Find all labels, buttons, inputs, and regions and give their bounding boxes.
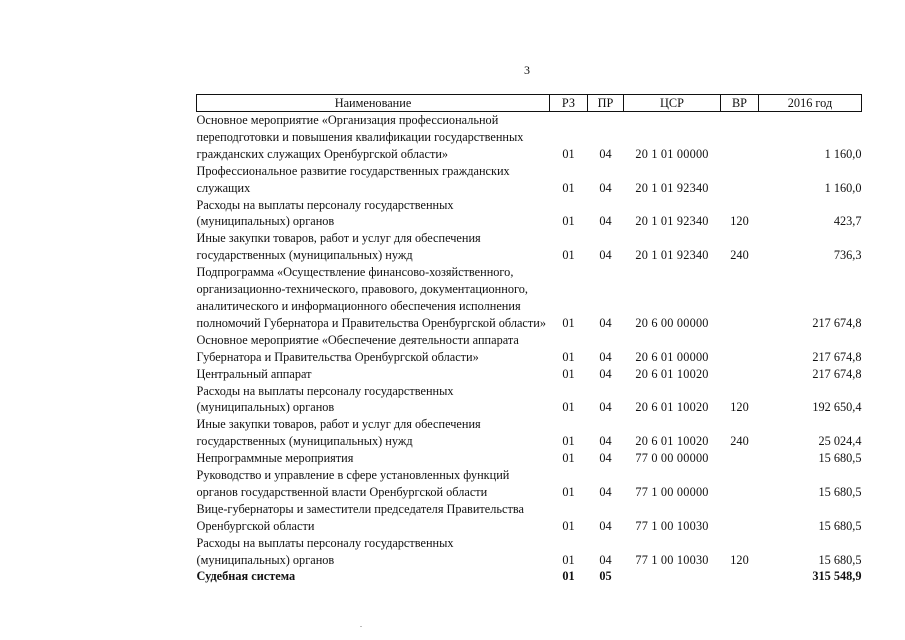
cell-csr: 77 1 00 00000 xyxy=(635,484,709,499)
cell-pr: 04 xyxy=(599,484,612,499)
table-row xyxy=(197,230,862,264)
cell-csr: 77 0 00 00000 xyxy=(635,451,709,466)
cell-pr: 04 xyxy=(599,180,612,195)
cell-sum: 1 160,0 xyxy=(824,180,862,195)
cell-pr: 04 xyxy=(599,400,612,415)
header-pr: ПР xyxy=(588,95,624,112)
cell-pr: 04 xyxy=(599,349,612,364)
cell-sum: 15 680,5 xyxy=(818,484,862,499)
cell-rz: 01 xyxy=(562,569,575,584)
table-header xyxy=(197,95,862,112)
table-row xyxy=(197,450,862,467)
cell-vr: 120 xyxy=(730,400,749,415)
table-row xyxy=(197,535,862,569)
cell-name: Центральный аппарат xyxy=(196,366,312,381)
table-row xyxy=(197,568,862,585)
cell-pr: 04 xyxy=(599,214,612,229)
cell-csr: 20 1 01 92340 xyxy=(635,248,709,263)
table-row xyxy=(197,383,862,417)
cell-vr xyxy=(721,163,759,197)
header-name: Наименование xyxy=(197,95,550,112)
scan-mark xyxy=(360,626,362,627)
header-csr: ЦСР xyxy=(624,95,721,112)
table-row xyxy=(197,467,862,501)
header-rz: РЗ xyxy=(550,95,588,112)
cell-rz: 01 xyxy=(562,552,575,567)
cell-name: Судебная система xyxy=(196,569,296,584)
budget-table xyxy=(196,94,862,585)
cell-csr: 20 1 01 00000 xyxy=(635,146,709,161)
cell-rz: 01 xyxy=(562,518,575,533)
cell-pr: 05 xyxy=(599,569,612,584)
cell-vr xyxy=(721,332,759,366)
cell-vr xyxy=(721,501,759,535)
cell-name: Иные закупки товаров, работ и услуг для обеспечения государственных (муниципальных) нужд xyxy=(196,417,481,449)
cell-pr: 04 xyxy=(599,552,612,567)
cell-vr: 240 xyxy=(730,248,749,263)
cell-csr: 77 1 00 10030 xyxy=(635,518,709,533)
cell-vr: 120 xyxy=(730,552,749,567)
cell-rz: 01 xyxy=(562,315,575,330)
cell-vr xyxy=(721,568,759,585)
table-body xyxy=(197,112,862,586)
header-year: 2016 год xyxy=(759,95,862,112)
cell-sum: 423,7 xyxy=(833,214,862,229)
cell-name: Непрограммные мероприятия xyxy=(196,451,354,466)
cell-sum: 1 160,0 xyxy=(824,146,862,161)
cell-vr xyxy=(721,450,759,467)
cell-pr: 04 xyxy=(599,248,612,263)
cell-rz: 01 xyxy=(562,434,575,449)
cell-pr: 04 xyxy=(599,146,612,161)
cell-pr: 04 xyxy=(599,451,612,466)
cell-sum: 15 680,5 xyxy=(818,518,862,533)
cell-name: Расходы на выплаты персоналу государственных (муниципальных) органов xyxy=(196,197,454,229)
cell-pr: 04 xyxy=(599,366,612,381)
table-row xyxy=(197,264,862,332)
cell-vr xyxy=(721,366,759,383)
cell-name: Руководство и управление в сфере установленных функций органов государственной власти Оренбургской области xyxy=(196,468,510,499)
cell-rz: 01 xyxy=(562,366,575,381)
cell-rz: 01 xyxy=(562,349,575,364)
cell-name: Подпрограмма «Осуществление финансово-хозяйственного, организационно-технического, правового, документационного, аналитического и информационного обеспечения исполнения полномочий Губернатора и Правительства Оренбургской области» xyxy=(196,265,546,330)
cell-sum: 217 674,8 xyxy=(812,349,862,364)
cell-name: Иные закупки товаров, работ и услуг для обеспечения государственных (муниципальных) нужд xyxy=(196,231,481,263)
cell-rz: 01 xyxy=(562,180,575,195)
cell-vr xyxy=(721,112,759,163)
cell-name: Основное мероприятие «Организация профессиональной переподготовки и повышения квалификации государственных гражданских служащих Оренбургской области» xyxy=(196,113,524,161)
cell-csr: 20 1 01 92340 xyxy=(635,180,709,195)
cell-sum: 15 680,5 xyxy=(818,451,862,466)
cell-sum: 15 680,5 xyxy=(818,552,862,567)
cell-sum: 217 674,8 xyxy=(812,315,862,330)
cell-sum: 192 650,4 xyxy=(812,400,862,415)
table-row xyxy=(197,197,862,231)
cell-sum: 736,3 xyxy=(833,248,862,263)
table-row xyxy=(197,332,862,366)
cell-csr: 20 6 00 00000 xyxy=(635,315,709,330)
table-row xyxy=(197,112,862,163)
cell-vr: 120 xyxy=(730,214,749,229)
cell-rz: 01 xyxy=(562,248,575,263)
cell-name: Расходы на выплаты персоналу государственных (муниципальных) органов xyxy=(196,535,454,567)
cell-sum: 315 548,9 xyxy=(812,569,862,584)
cell-vr xyxy=(721,467,759,501)
table-row xyxy=(197,366,862,383)
cell-name: Профессиональное развитие государственных гражданских служащих xyxy=(196,163,510,195)
cell-csr xyxy=(624,568,721,585)
cell-rz: 01 xyxy=(562,484,575,499)
header-vr: ВР xyxy=(721,95,759,112)
cell-csr: 20 6 01 10020 xyxy=(635,434,709,449)
cell-rz: 01 xyxy=(562,451,575,466)
cell-csr: 20 6 01 10020 xyxy=(635,366,709,381)
cell-rz: 01 xyxy=(562,214,575,229)
cell-vr xyxy=(721,264,759,332)
cell-name: Основное мероприятие «Обеспечение деятельности аппарата Губернатора и Правительства Оренбургской области» xyxy=(196,332,519,364)
cell-pr: 04 xyxy=(599,518,612,533)
cell-csr: 20 6 01 10020 xyxy=(635,400,709,415)
cell-sum: 217 674,8 xyxy=(812,366,862,381)
table-row xyxy=(197,501,862,535)
cell-rz: 01 xyxy=(562,400,575,415)
cell-name: Вице-губернаторы и заместители председателя Правительства Оренбургской области xyxy=(196,501,524,533)
cell-rz: 01 xyxy=(562,146,575,161)
table-row xyxy=(197,416,862,450)
cell-csr: 77 1 00 10030 xyxy=(635,552,709,567)
table-row xyxy=(197,163,862,197)
page-number: 3 xyxy=(524,63,530,77)
cell-sum: 25 024,4 xyxy=(818,434,862,449)
cell-name: Расходы на выплаты персоналу государственных (муниципальных) органов xyxy=(196,383,454,415)
cell-pr: 04 xyxy=(599,315,612,330)
cell-csr: 20 1 01 92340 xyxy=(635,214,709,229)
cell-vr: 240 xyxy=(730,434,749,449)
cell-csr: 20 6 01 00000 xyxy=(635,349,709,364)
cell-pr: 04 xyxy=(599,434,612,449)
